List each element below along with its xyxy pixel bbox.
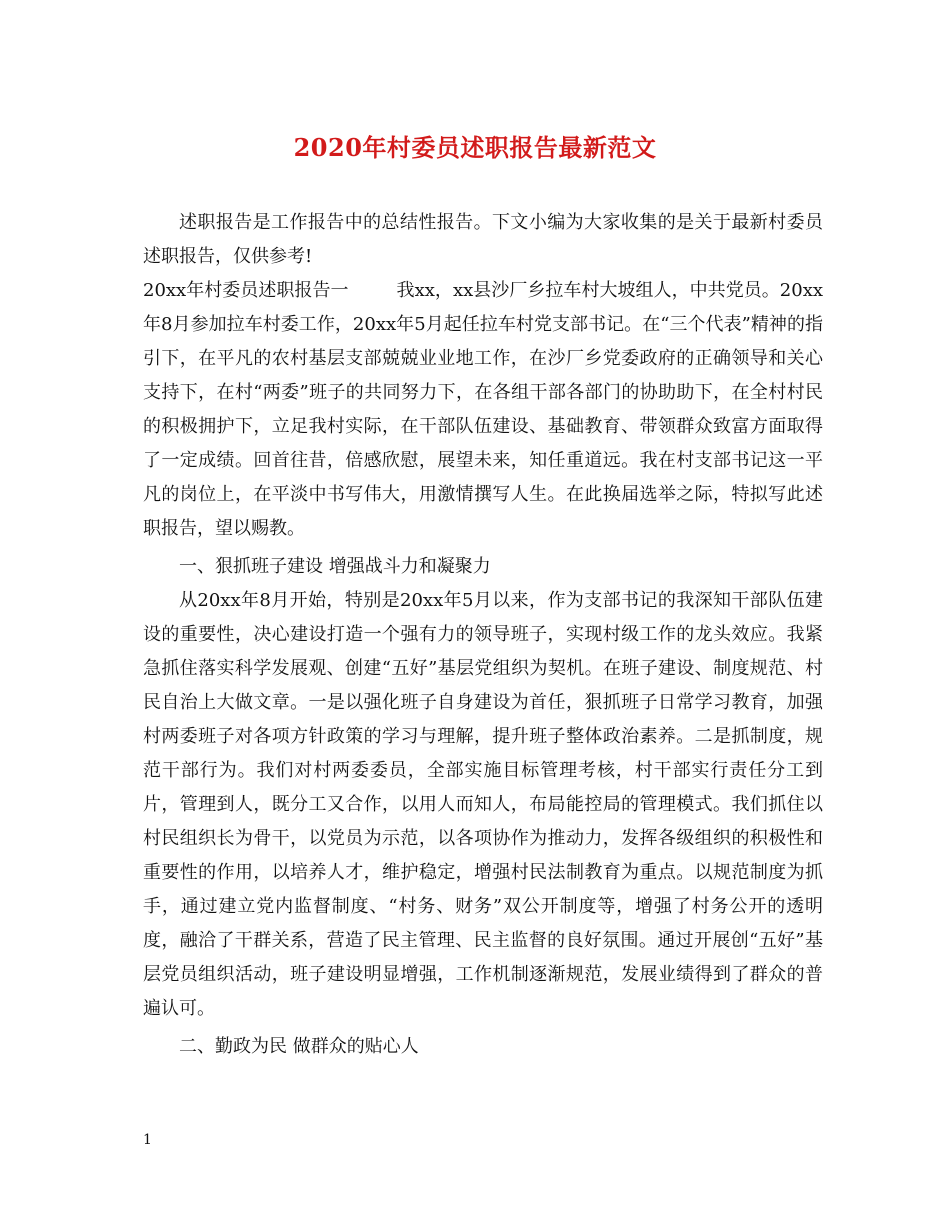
report-paragraph-1	[143, 274, 823, 546]
section-heading-1: 一、狠抓班子建设 增强战斗力和凝聚力	[179, 556, 491, 577]
report-paragraph-1-text: 我xx，xx县沙厂乡拉车村大坡组人，中共党员。20xx年8月参加拉车村委工作，20xx年5月起任拉车村党支部书记。在“三个代表”精神的指引下，在平凡的农村基层支部兢兢业业地工作，在沙厂乡党委政府的正确领导和关心支持下，在村“两委”班子的共同努力下，在各组干部各部门的协助助下，在全村村民的积极拥护下，立足我村实际，在干部队伍建设、基础教育、带领群众致富方面取得了一定成绩。回首往昔，倍感欣慰，展望未来，知任重道远。我在村支部书记这一平凡的岗位上，在平淡中书写伟大，用激情撰写人生。在此换届选举之际，特拟写此述职报告，望以赐教。	[143, 280, 823, 539]
intro-paragraph: 述职报告是工作报告中的总结性报告。下文小编为大家收集的是关于最新村委员述职报告，仅供参考!	[143, 212, 823, 267]
document-body	[143, 206, 823, 1064]
page-number: 1	[143, 1132, 152, 1148]
document-title: 2020年村委员述职报告最新范文	[293, 133, 657, 162]
report-paragraph-2: 从20xx年8月开始，特别是20xx年5月以来，作为支部书记的我深知干部队伍建设的重要性，决心建设打造一个强有力的领导班子，实现村级工作的龙头效应。我紧急抓住落实科学发展观、创建“五好”基层党组织为契机。在班子建设、制度规范、村民自治上大做文章。一是以强化班子自身建设为首任，狠抓班子日常学习教育，加强村两委班子对各项方针政策的学习与理解，提升班子整体政治素养。二是抓制度，规范干部行为。我们对村两委委员，全部实施目标管理考核，村干部实行责任分工到片，管理到人，既分工又合作，以用人而知人，布局能控局的管理模式。我们抓住以村民组织长为骨干，以党员为示范，以各项协作为推动力，发挥各级组织的积极性和重要性的作用，以培养人才，维护稳定，增强村民法制教育为重点。以规范制度为抓手，通过建立党内监督制度、“村务、财务”双公开制度等，增强了村务公开的透明度，融洽了干群关系，营造了民主管理、民主监督的良好氛围。通过开展创“五好”基层党员组织活动，班子建设明显增强，工作机制逐渐规范，发展业绩得到了群众的普遍认可。	[143, 590, 823, 1019]
report-label: 20xx年村委员述职报告一	[143, 280, 349, 301]
section-heading-2: 二、勤政为民 做群众的贴心人	[179, 1036, 419, 1057]
